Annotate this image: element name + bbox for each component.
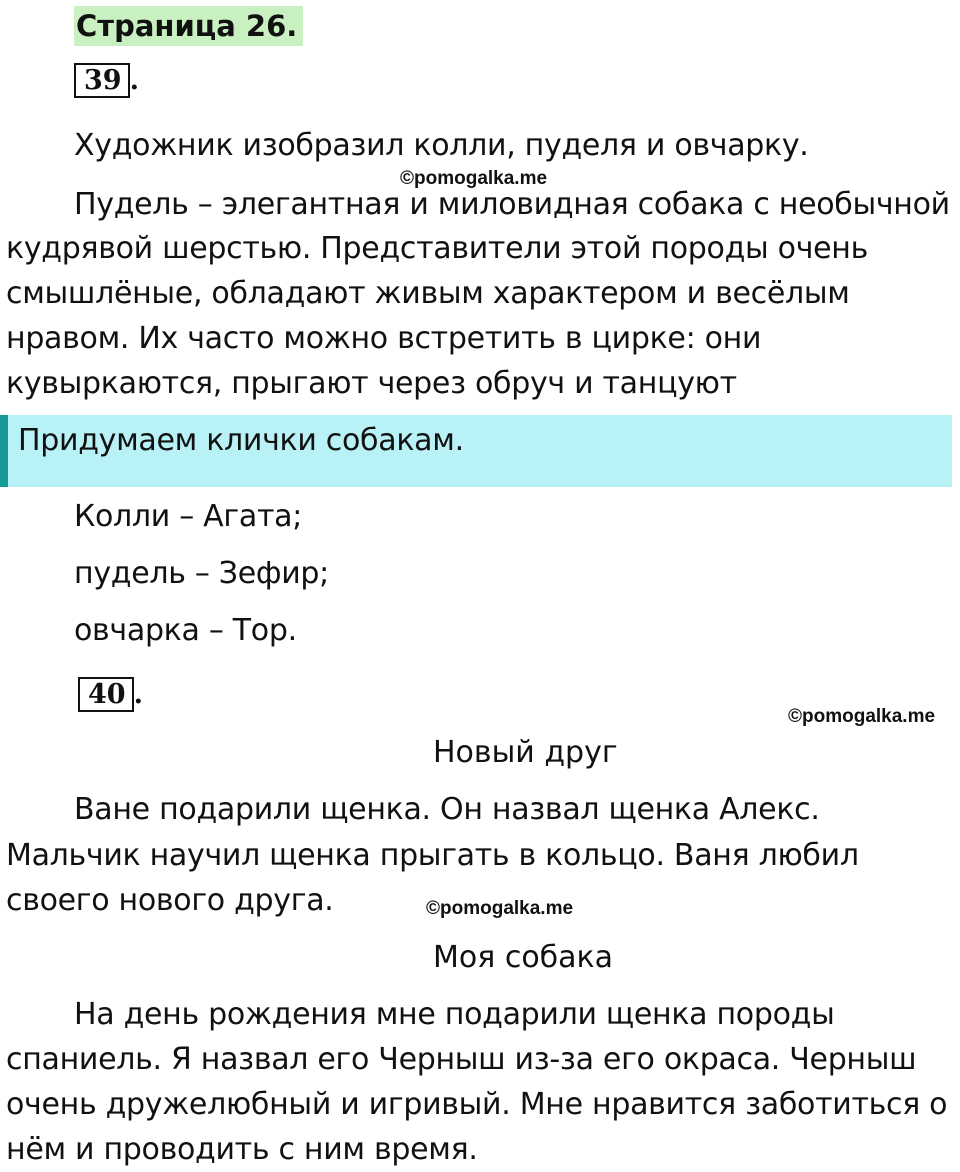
story-1-title: Новый друг (433, 735, 618, 770)
story-2-title: Моя собака (433, 940, 614, 975)
exercise-39-para-line-4: нравом. Их часто можно встретить в цирке: они (6, 321, 762, 356)
story-2-line-4: нём и проводить с ним время. (6, 1132, 478, 1167)
exercise-39-line1: Художник изобразил колли, пуделя и овчарку. (74, 128, 809, 163)
answer-shepherd: овчарка – Тор. (74, 613, 297, 648)
story-1-line-2: Мальчик научил щенка прыгать в кольцо. Ваня любил (6, 838, 859, 873)
watermark-3: ©pomogalka.me (426, 898, 574, 919)
exercise-39-para-line-1: Пудель – элегантная и миловидная собака с необычной (74, 187, 950, 222)
story-1-line-3: своего нового друга. (6, 883, 334, 918)
answer-collie: Колли – Агата; (74, 499, 303, 534)
task-text: Придумаем клички собакам. (18, 423, 464, 458)
story-2-line-2: спаниель. Я назвал его Черныш из-за его окраса. Черныш (6, 1042, 917, 1077)
exercise-39-number (74, 64, 139, 98)
story-2-line-3: очень дружелюбный и игривый. Мне нравится заботиться о (6, 1087, 948, 1122)
exercise-39-dot: . (129, 65, 139, 96)
exercise-39-number-box: 39 (74, 63, 130, 98)
story-2-line-1: На день рождения мне подарили щенка породы (74, 997, 835, 1032)
exercise-39-para-line-3: смышлёные, обладают живым характером и весёлым (6, 276, 850, 311)
exercise-40-number-box: 40 (78, 677, 134, 712)
page-title: Страница 26. (74, 6, 303, 46)
answer-poodle: пудель – Зефир; (74, 556, 329, 591)
watermark-2: ©pomogalka.me (788, 706, 936, 727)
exercise-40-dot: . (133, 679, 143, 710)
exercise-39-para-line-5: кувыркаются, прыгают через обруч и танцуют (6, 366, 737, 401)
story-1-line-1: Ване подарили щенка. Он назвал щенка Алекс. (74, 792, 820, 827)
exercise-40-number (78, 678, 143, 712)
exercise-39-para-line-2: кудрявой шерстью. Представители этой породы очень (6, 231, 868, 266)
watermark-1: ©pomogalka.me (400, 168, 548, 189)
